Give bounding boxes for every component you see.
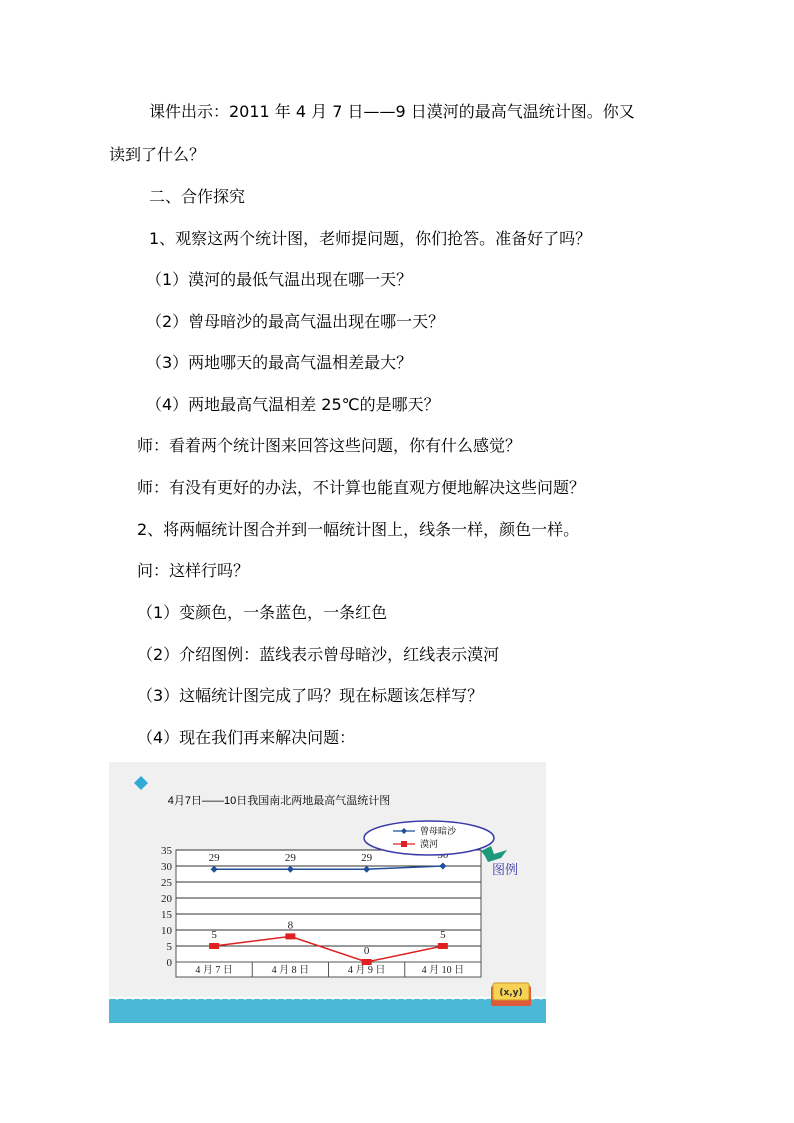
- data-label-0: 29: [208, 852, 220, 865]
- y-axis-ticks: [161, 845, 173, 969]
- ask-line: 问：这样行吗？: [137, 561, 250, 580]
- step-2: （2）介绍图例：蓝线表示曾母暗沙，红线表示漠河: [137, 645, 500, 664]
- data-label-1: 5: [211, 929, 217, 941]
- diamond-icon: [134, 776, 148, 790]
- teacher-line-2: 师：有没有更好的办法，不计算也能直观方便地解决这些问题？: [137, 478, 586, 497]
- legend-label-2: 漠河: [420, 839, 439, 849]
- paragraph-observe: 1、观察这两个统计图，老师提问题，你们抢答。准备好了吗？: [149, 229, 592, 248]
- step-3: （3）这幅统计图完成了吗？现在标题该怎样写？: [137, 686, 484, 705]
- legend-label-1: 曾母暗沙: [420, 826, 457, 836]
- data-point-1: [209, 943, 219, 949]
- y-tick-label: 15: [161, 909, 172, 921]
- legend-marker-red: [401, 841, 407, 847]
- data-label-1: 8: [287, 919, 294, 932]
- y-tick-label: 35: [161, 845, 172, 857]
- water-wave: [109, 997, 546, 999]
- data-label-0: 29: [361, 852, 373, 865]
- step-4: （4）现在我们再来解决问题：: [137, 728, 356, 747]
- y-tick-label: 0: [166, 957, 172, 969]
- data-label-1: 0: [363, 945, 370, 957]
- data-label-0: 29: [284, 852, 296, 865]
- legend: [364, 821, 494, 855]
- step-1: （1）变颜色，一条蓝色，一条红色: [137, 603, 388, 622]
- question-1: （1）漠河的最低气温出现在哪一天？: [146, 270, 413, 289]
- chart-title: 4月7日——10日我国南北两地最高气温统计图: [167, 795, 391, 807]
- x-tick-label: 4 月 8 日: [271, 965, 310, 976]
- question-2: （2）曾母暗沙的最高气温出现在哪一天？: [146, 312, 445, 331]
- legend-callout: 图例: [492, 863, 519, 878]
- y-tick-label: 10: [161, 925, 172, 937]
- x-tick-label: 4 月 9 日: [347, 965, 386, 976]
- arrow-icon: [481, 846, 507, 862]
- paragraph-1: 课件出示：2011 年 4 月 7 日——9 日漠河的最高气温统计图。你又: [149, 102, 635, 121]
- water-strip: [109, 999, 546, 1023]
- x-tick-label: 4 月 7 日: [195, 965, 233, 976]
- chart-svg: [109, 762, 546, 1023]
- data-point-1: [285, 933, 295, 939]
- data-point-1: [362, 959, 372, 965]
- paragraph-merge: 2、将两幅统计图合并到一幅统计图上，线条一样，颜色一样。: [137, 520, 580, 539]
- y-tick-label: 25: [161, 877, 172, 889]
- paragraph-1-cont: 读到了什么？: [109, 145, 206, 164]
- question-4: （4）两地最高气温相差 25℃的是哪天？: [146, 395, 440, 414]
- x-tick-label: 4 月 10 日: [421, 965, 465, 976]
- data-label-1: 5: [440, 929, 446, 941]
- data-point-1: [438, 943, 448, 949]
- y-tick-label: 30: [161, 861, 172, 873]
- section-heading: 二、合作探究: [149, 187, 246, 206]
- badge-label: (x,y): [499, 988, 523, 998]
- question-3: （3）两地哪天的最高气温相差最大？: [146, 353, 413, 372]
- slide-image: [109, 762, 546, 1023]
- xy-badge: [491, 983, 531, 1006]
- y-tick-label: 5: [166, 941, 172, 953]
- y-tick-label: 20: [161, 893, 172, 905]
- teacher-line-1: 师：看着两个统计图来回答这些问题，你有什么感觉？: [137, 436, 522, 455]
